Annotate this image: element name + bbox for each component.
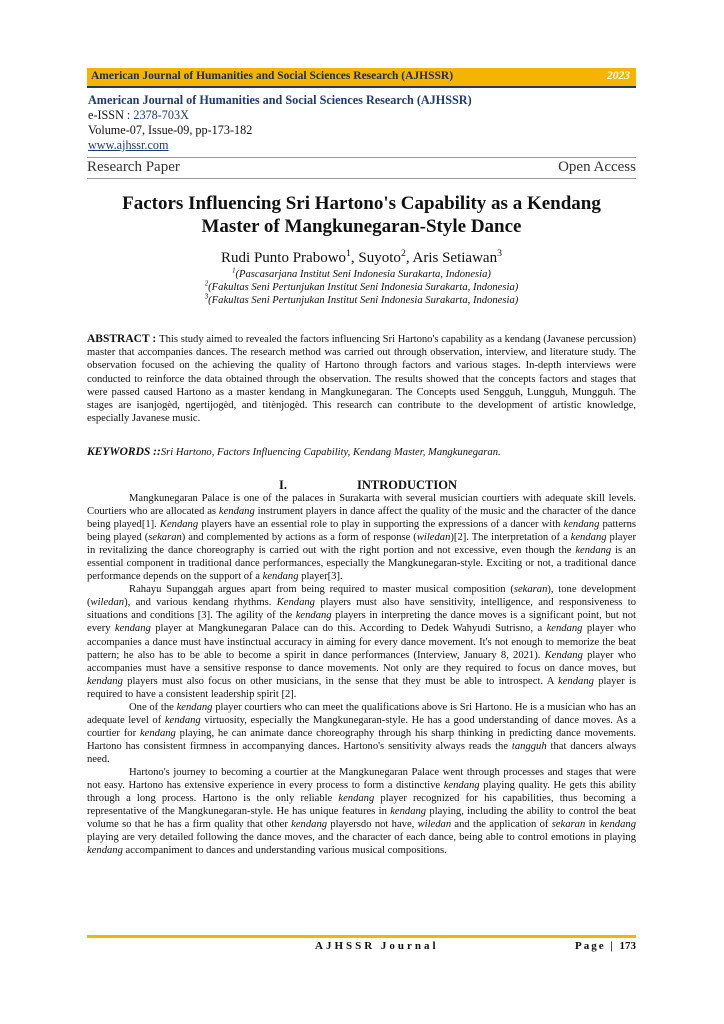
italic-term: kendang xyxy=(443,780,480,792)
text-run: Hartono's journey to becoming a courtier at the Mangkunegaran Palace went through processes and stages that were not easy. Hartono has extensive experience in every process to form a distinctive xyxy=(87,766,636,792)
affiliation-1-text: (Pascasarjana Institut Seni Indonesia Surakarta, Indonesia) xyxy=(235,269,491,280)
italic-term: kendang xyxy=(218,506,255,518)
header-year: 2023 xyxy=(607,70,630,82)
text-run: players must also focus on other musicians, in the sense that they must be able to introspect. A xyxy=(122,675,559,687)
footer-rule xyxy=(87,935,636,938)
footer-journal: AJHSSR Journal xyxy=(315,940,439,952)
body-paragraph xyxy=(87,701,636,766)
italic-term: sekaran xyxy=(148,532,182,544)
italic-term: sekaran xyxy=(551,819,586,831)
text-run: )[2]. The interpretation of a xyxy=(450,532,571,544)
affiliation-2 xyxy=(87,281,636,294)
introduction-body xyxy=(87,492,636,857)
text-run: playersdo not have, xyxy=(327,819,418,831)
text-run: and the application of xyxy=(451,819,552,831)
article-type-bar xyxy=(87,157,636,179)
author-1: Rudi Punto Prabowo xyxy=(221,250,347,266)
text-run: player in revitalizing the dance choreography is carried out with the right portion and not excessive, even though the xyxy=(87,532,636,557)
journal-website-link[interactable]: www.ajhssr.com xyxy=(88,138,169,152)
italic-term: kendang xyxy=(139,727,176,739)
text-run: player[3]. xyxy=(298,571,343,583)
header-journal-name: American Journal of Humanities and Social Sciences Research (AJHSSR) xyxy=(91,70,454,82)
footer-page xyxy=(575,940,636,952)
text-run: player courtiers who can meet the qualifications above is Sri Hartono. He is a musician who has an adequate level of xyxy=(87,701,636,726)
text-run: playing are very detailed following the dance moves, and the character of each dance, being able to control emotions in playing xyxy=(87,832,636,844)
text-run: player at Mangkunegaran Palace can do this. According to Dedek Wahyudi Sutrisno, a xyxy=(150,623,547,635)
text-run: in xyxy=(585,819,601,831)
text-run: players must also have sensitivity, intelligence, and responsiveness to situations and conditions [3]. The agility of the xyxy=(87,597,636,622)
italic-term: kendang xyxy=(600,819,636,831)
text-run: player who accompanies must have a sensitive response to dance movements. Not only are they required to focus on dance moves, but xyxy=(87,649,636,674)
title-line-2: Master of Mangkunegaran-Style Dance xyxy=(201,216,522,237)
italic-term: tangguh xyxy=(511,740,547,752)
affiliation-3-text: (Fakultas Seni Pertunjukan Institut Seni Indonesia Surakarta, Indonesia) xyxy=(208,295,519,306)
issn-line xyxy=(88,108,472,123)
text-run: playing, including the ability to control the beat volume so that he has a firm quality that other xyxy=(87,806,636,831)
volume-line: Volume-07, Issue-09, pp-173-182 xyxy=(88,123,253,137)
text-run: virtuosity, especially the Mangkunegaran-style. He has a good understanding of dance moves. As a courtier for xyxy=(87,714,637,739)
keywords-label: KEYWORDS :: xyxy=(87,446,161,458)
keywords-text: Sri Hartono, Factors Influencing Capability, Kendang Master, Mangkunegaran. xyxy=(160,447,501,458)
affiliation-2-sup: 2 xyxy=(204,280,209,288)
italic-term: kendang xyxy=(87,675,123,687)
author-list: Rudi Punto Prabowo$^1$, Suyoto$^2$, Aris Setiawan$^3$ xyxy=(221,248,502,266)
meta-journal-name: American Journal of Humanities and Social Sciences Research (AJHSSR) xyxy=(88,93,472,107)
article-type: Research Paper xyxy=(87,159,180,175)
section-number: I. xyxy=(279,478,287,492)
affiliation-3-sup: 3 xyxy=(204,293,209,301)
italic-term: kendang xyxy=(390,806,427,818)
issn-label: e-ISSN : xyxy=(88,108,134,122)
body-paragraph xyxy=(87,583,636,700)
text-run: Rahayu Supanggah argues apart from being required to master musical composition ( xyxy=(129,584,514,596)
text-run: Mangkunegaran Palace is one of the palaces in Surakarta with several musician courtiers with adequate skill levels. Courtiers who are allocated as xyxy=(87,493,636,518)
affiliation-list xyxy=(87,268,636,307)
body-paragraph xyxy=(87,492,636,583)
italic-term: kendang xyxy=(546,623,583,635)
affiliation-3 xyxy=(87,294,636,307)
author-3: Aris Setiawan xyxy=(412,250,498,266)
journal-header-bar xyxy=(87,68,636,88)
italic-term: kendang xyxy=(338,793,375,805)
italic-term: wiledan xyxy=(417,819,452,831)
author-2: Suyoto xyxy=(358,250,401,266)
text-run: ), and various kendang rhythms. xyxy=(124,597,277,609)
text-run: ) and complemented by actions as a form of response ( xyxy=(181,532,417,544)
italic-term: wiledan xyxy=(416,532,451,544)
italic-term: Kendang xyxy=(159,519,199,531)
abstract-label: ABSTRACT : xyxy=(87,333,160,345)
open-access-label: Open Access xyxy=(558,159,636,175)
affiliation-2-text: (Fakultas Seni Pertunjukan Institut Seni Indonesia Surakarta, Indonesia) xyxy=(208,282,519,293)
page-number: 173 xyxy=(619,940,636,952)
text-run: is an essential component in traditional dance performances, especially the Mangkunegaran-style. Exciting or not, a traditional dance performance depends on the support of a xyxy=(87,545,636,583)
text-run: player is required to have a consistent leadership spirit [2]. xyxy=(87,675,636,700)
abstract xyxy=(87,333,636,425)
text-run: player who accompanies a dance must have instinctual accuracy in aiming for every dance movement. It's not enough to memorize the beat pattern; he also has to be able to become a spirit in dance performances (Interview, January 8, 2021). xyxy=(87,623,636,661)
italic-term: kendang xyxy=(295,610,332,622)
italic-term: sekaran xyxy=(513,584,548,596)
italic-term: wiledan xyxy=(90,597,125,609)
affiliation-1-sup: 1 xyxy=(232,267,236,275)
text-run: playing, he can animate dance choreography through his sharp thinking in predicting dance movements. Hartono has consistent firmness in accompanying dances. Hartono's sensitivity always reads the xyxy=(87,727,636,752)
text-run: player recognized for his capabilities, thus becoming a representative of the Mangkunegaran-style. He has unique features in xyxy=(87,793,636,818)
text-run: instrument players in dance affect the quality of the music and the character of the dance being played[1]. xyxy=(87,506,636,531)
italic-term: kendang xyxy=(291,819,328,831)
author-3-sup: 3 xyxy=(497,248,502,259)
keywords xyxy=(87,446,636,458)
text-run: patterns being played ( xyxy=(87,519,636,544)
text-run: players in interpreting the dance moves is a significant point, but not every xyxy=(87,610,636,635)
text-run: One of the xyxy=(129,701,177,713)
italic-term: kendang xyxy=(563,519,600,531)
body-paragraph xyxy=(87,766,636,857)
italic-term: kendang xyxy=(87,845,123,857)
italic-term: Kendang xyxy=(544,649,583,661)
author-1-sup: 1 xyxy=(346,248,351,259)
journal-meta xyxy=(88,93,472,153)
text-run: players have an essential role to play in supporting the expressions of a dancer with xyxy=(198,519,564,531)
italic-term: kendang xyxy=(176,701,213,713)
abstract-text: This study aimed to revealed the factors influencing Sri Hartono's capability as a kendang (Javanese percussion) master that accompanies dances. The research method was carried out through observation, interview, and literature study. The observation focused on the achieving the quality of Hartono through factors and various stages. In-depth interviews were conducted to reinforce the data obtained through the observation. The results showed that the concepts factors and stages that were passed caused Hartono as a master kendang in Mangkunegaran. The Concepts used Sengguh, Lungguh, Mungguh. The stages are isanjogèd, ngertijogèd, and titènjogèd. This research can contribute to the development of artistic knowledge, especially Javanese music. xyxy=(87,334,636,425)
text-run: playing quality. He gets this ability through a long process. Hartono is the only reliable xyxy=(87,780,637,805)
section-title: INTRODUCTION xyxy=(357,478,458,492)
text-run: accompaniment to dances and understanding various musical compositions. xyxy=(122,845,447,857)
author-2-sup: 2 xyxy=(400,248,406,259)
paper-title xyxy=(87,192,636,238)
italic-term: kendang xyxy=(114,623,151,635)
italic-term: kendang xyxy=(570,532,607,544)
italic-term: kendang xyxy=(558,675,594,687)
page-label: Page | xyxy=(574,940,620,952)
title-line-1: Factors Influencing Sri Hartono's Capability as a Kendang xyxy=(122,193,601,214)
text-run: ), tone development ( xyxy=(87,584,636,609)
italic-term: kendang xyxy=(262,571,299,583)
affiliation-1 xyxy=(87,268,636,281)
italic-term: kendang xyxy=(575,545,612,557)
text-run: that dancers always need. xyxy=(87,740,636,765)
italic-term: Kendang xyxy=(276,597,315,609)
italic-term: kendang xyxy=(164,714,201,726)
issn-value: 2378-703X xyxy=(133,108,189,122)
